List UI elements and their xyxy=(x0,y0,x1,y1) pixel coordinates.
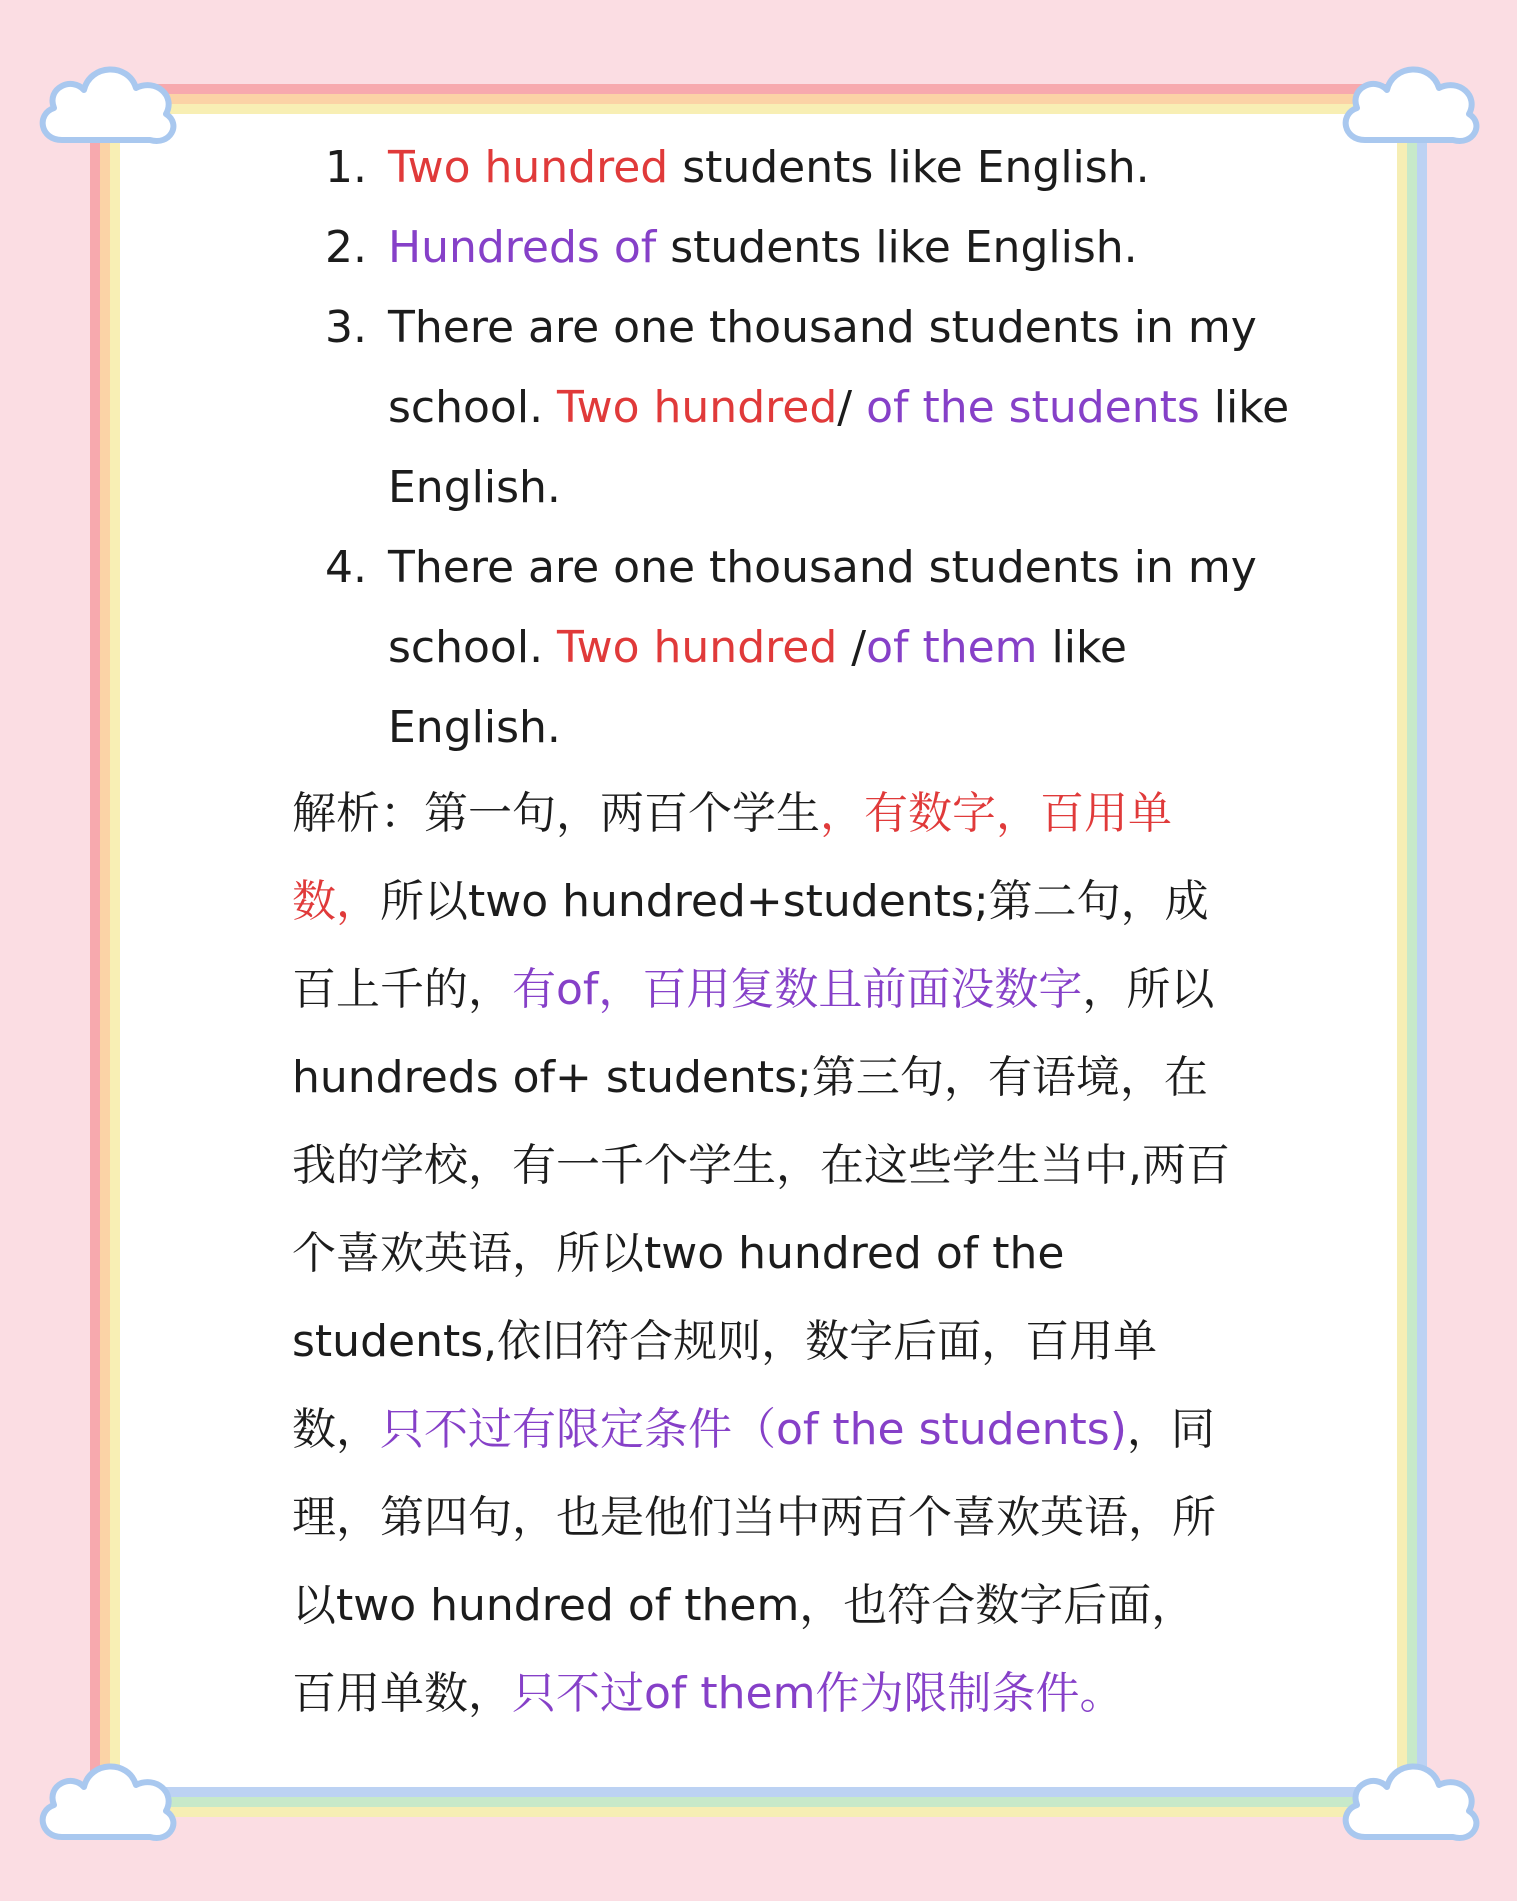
example-text xyxy=(388,302,1289,513)
example-text xyxy=(388,542,1257,753)
highlight-purple: 只不过有限定条件（of the students) xyxy=(380,1404,1127,1455)
text-segment: students like English. xyxy=(668,142,1150,193)
example-number: 4. xyxy=(325,542,367,593)
frame-top-band xyxy=(110,84,1407,114)
highlight-purple: of them xyxy=(866,622,1038,673)
cloud-icon xyxy=(1335,1745,1485,1855)
text-segment: There are one thousand students in my school. xyxy=(388,302,1257,433)
text-segment: students like English. xyxy=(656,222,1138,273)
highlight-purple: Hundreds of xyxy=(388,222,657,273)
example-text xyxy=(388,222,1138,273)
text-segment: ，同理，第四句，也是他们当中两百个喜欢英语，所以two hundred of them，也符合数字后面，百用单数， xyxy=(292,1404,1216,1719)
example-item xyxy=(292,528,1293,768)
text-segment: There are one thousand students in my school. xyxy=(388,542,1257,673)
text-segment: like English. xyxy=(388,382,1290,513)
highlight-red: Two hundred xyxy=(388,142,669,193)
frame-left-band xyxy=(90,104,120,1797)
example-number: 1. xyxy=(325,142,367,193)
example-number: 3. xyxy=(325,302,367,353)
text-segment: like English. xyxy=(388,622,1127,753)
example-item xyxy=(292,208,1293,288)
example-list xyxy=(292,128,1290,768)
text-segment: 所以two hundred+students;第二句，成百上千的， xyxy=(292,876,1209,1015)
cloud-icon xyxy=(1335,48,1485,158)
highlight-purple: of the students xyxy=(866,382,1200,433)
content-area xyxy=(292,128,1290,1738)
highlight-purple: 只不过of them作为限制条件。 xyxy=(512,1668,1124,1719)
highlight-red: ，有数字，百用单数， xyxy=(292,788,1172,927)
example-number: 2. xyxy=(325,222,367,273)
text-segment: ，所以hundreds of+ students;第三句，有语境，在我的学校，有一千个学生，在这些学生当中,两百个喜欢英语，所以two hundred of the students,依旧符合规则，数字后面，百用单数， xyxy=(292,964,1230,1455)
cloud-icon xyxy=(32,48,182,158)
cloud-icon xyxy=(32,1745,182,1855)
frame-right-band xyxy=(1397,104,1427,1797)
example-item xyxy=(292,288,1293,528)
text-segment: / xyxy=(837,622,867,673)
highlight-red: Two hundred xyxy=(557,382,838,433)
example-text xyxy=(388,142,1150,193)
highlight-red: Two hundred xyxy=(557,622,838,673)
analysis-paragraph xyxy=(292,770,1237,1738)
highlight-purple: 有of，百用复数且前面没数字 xyxy=(512,964,1083,1015)
example-item xyxy=(292,128,1293,208)
text-segment: 解析：第一句，两百个学生 xyxy=(292,788,820,839)
text-segment: / xyxy=(837,382,867,433)
frame-bottom-band xyxy=(110,1787,1407,1817)
